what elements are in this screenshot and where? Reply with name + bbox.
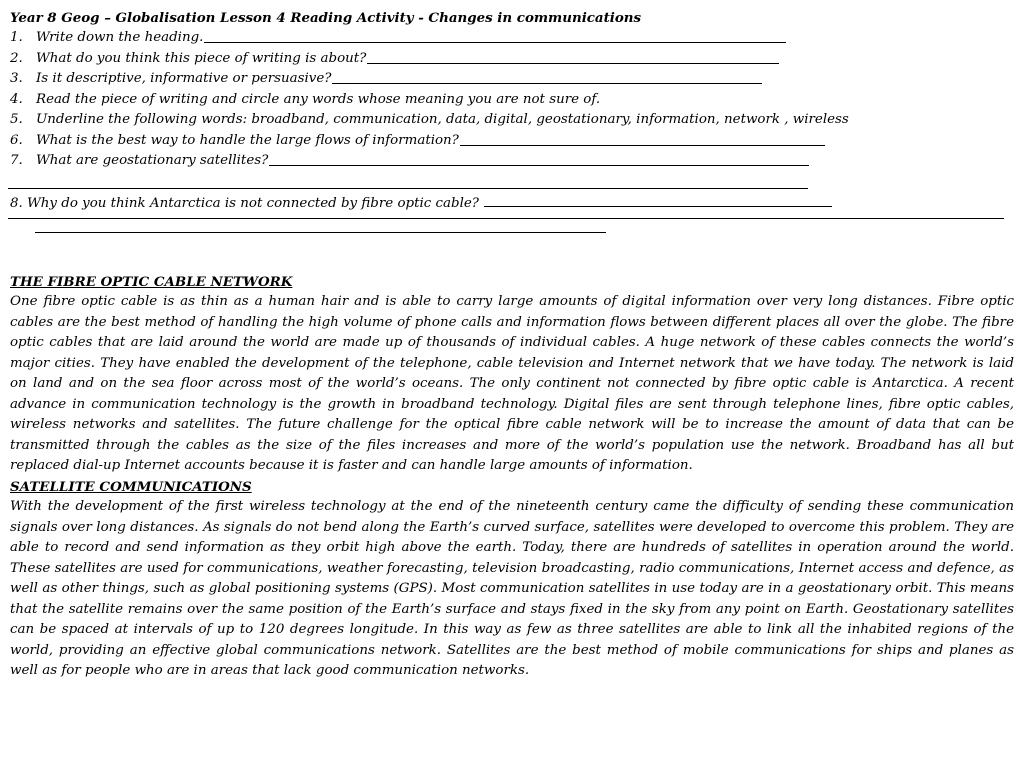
satellite-paragraph: With the development of the first wireless technology at the end of the nineteenth century came the difficulty of sending these communication signals over long distances. As signals do not bend along the Earth’s curved surface, satellites were developed to overcome this problem. They are able to record and send information as they orbit high above the earth. Today, there are hundreds of satellites in operation around the world. These satellites are used for communications, weather forecasting, television broadcasting, radio communications, Internet access and defence, as well as other things, such as global positioning systems (GPS). Most communication satellites in use today are in a geostationary orbit. This means that the satellite remains over the same position of the Earth’s surface and stays fixed in the sky from any point on Earth. Geostationary satellites can be spaced at intervals of up to 120 degrees longitude. In this way as few as three satellites are able to link all the inhabited regions of the world, providing an effective global communications network. Satellites are the best method of mobile communications for ships and planes as well as for people who are in areas that lack good communication networks. — [10, 499, 1014, 679]
question-text: 8. Why do you think Antarctica is not connected by fibre optic cable? — [10, 195, 479, 211]
fibre-optic-paragraph: One fibre optic cable is as thin as a human hair and is able to carry large amounts of digital information over very long distances. Fibre optic cables are the best method of handling the high volume of phone calls and information flows between different places all over the globe. The fibre optic cables that are laid around the world are made up of thousands of individual cables. A huge network of these cables connects the world’s major cities. They have enabled the development of the telephone, cable television and Internet network that we have today. The network is laid on land and on the sea floor across most of the world’s oceans. The only continent not connected by fibre optic cable is Antarctica. A recent advance in communication technology is the growth in broadband technology. Digital files are sent through telephone lines, fibre optic cables, wireless networks and satellites. The future challenge for the optical fibre cable network will be to increase the amount of data that can be transmitted through the cables as the size of the files increases and more of the world’s population use the network. Broadband has all but replaced dial-up Internet accounts because it is faster and can handle large amounts of information. — [10, 294, 1014, 474]
answer-line[interactable] — [367, 49, 779, 64]
answer-line-row — [10, 172, 1014, 192]
answer-line-row — [10, 212, 1014, 232]
answer-line[interactable] — [269, 151, 809, 166]
question-text: Is it descriptive, informative or persuasive? — [36, 71, 332, 86]
answer-line-row — [10, 232, 1014, 252]
question-number: 4. — [10, 91, 23, 107]
fibre-optic-heading: THE FIBRE OPTIC CABLE NETWORK — [10, 274, 293, 290]
answer-line[interactable] — [8, 188, 808, 189]
worksheet-title: Year 8 Geog – Globalisation Lesson 4 Reading Activity - Changes in communications — [10, 10, 642, 26]
question-5 — [10, 110, 1014, 131]
question-number: 7. — [10, 153, 23, 168]
answer-line[interactable] — [35, 232, 606, 233]
question-number: 6. — [10, 132, 23, 148]
question-number: 2. — [10, 50, 23, 66]
question-number: 1. — [10, 30, 23, 45]
question-8 — [10, 192, 1014, 213]
question-number: 3. — [10, 71, 23, 86]
question-3 — [10, 69, 1014, 90]
answer-line[interactable] — [460, 131, 825, 146]
question-text: Read the piece of writing and circle any words whose meaning you are not sure of. — [36, 91, 601, 107]
question-text: What do you think this piece of writing is about? — [36, 50, 367, 66]
answer-line[interactable] — [8, 218, 1004, 219]
question-text: Underline the following words: broadband, communication, data, digital, geostationary, information, network , wireless — [36, 112, 849, 127]
answer-line[interactable] — [332, 69, 762, 84]
answer-line[interactable] — [204, 28, 786, 43]
question-6 — [10, 131, 1014, 152]
question-text: Write down the heading. — [36, 30, 204, 45]
question-1 — [10, 28, 1014, 49]
question-number: 5. — [10, 112, 23, 127]
question-4 — [10, 90, 1014, 111]
question-2 — [10, 49, 1014, 70]
question-text: What is the best way to handle the large flows of information? — [36, 132, 459, 148]
question-text: What are geostationary satellites? — [36, 153, 269, 168]
worksheet-page — [10, 8, 1014, 682]
answer-line[interactable] — [484, 192, 832, 207]
satellite-heading: SATELLITE COMMUNICATIONS — [10, 478, 252, 495]
question-7 — [10, 151, 1014, 172]
